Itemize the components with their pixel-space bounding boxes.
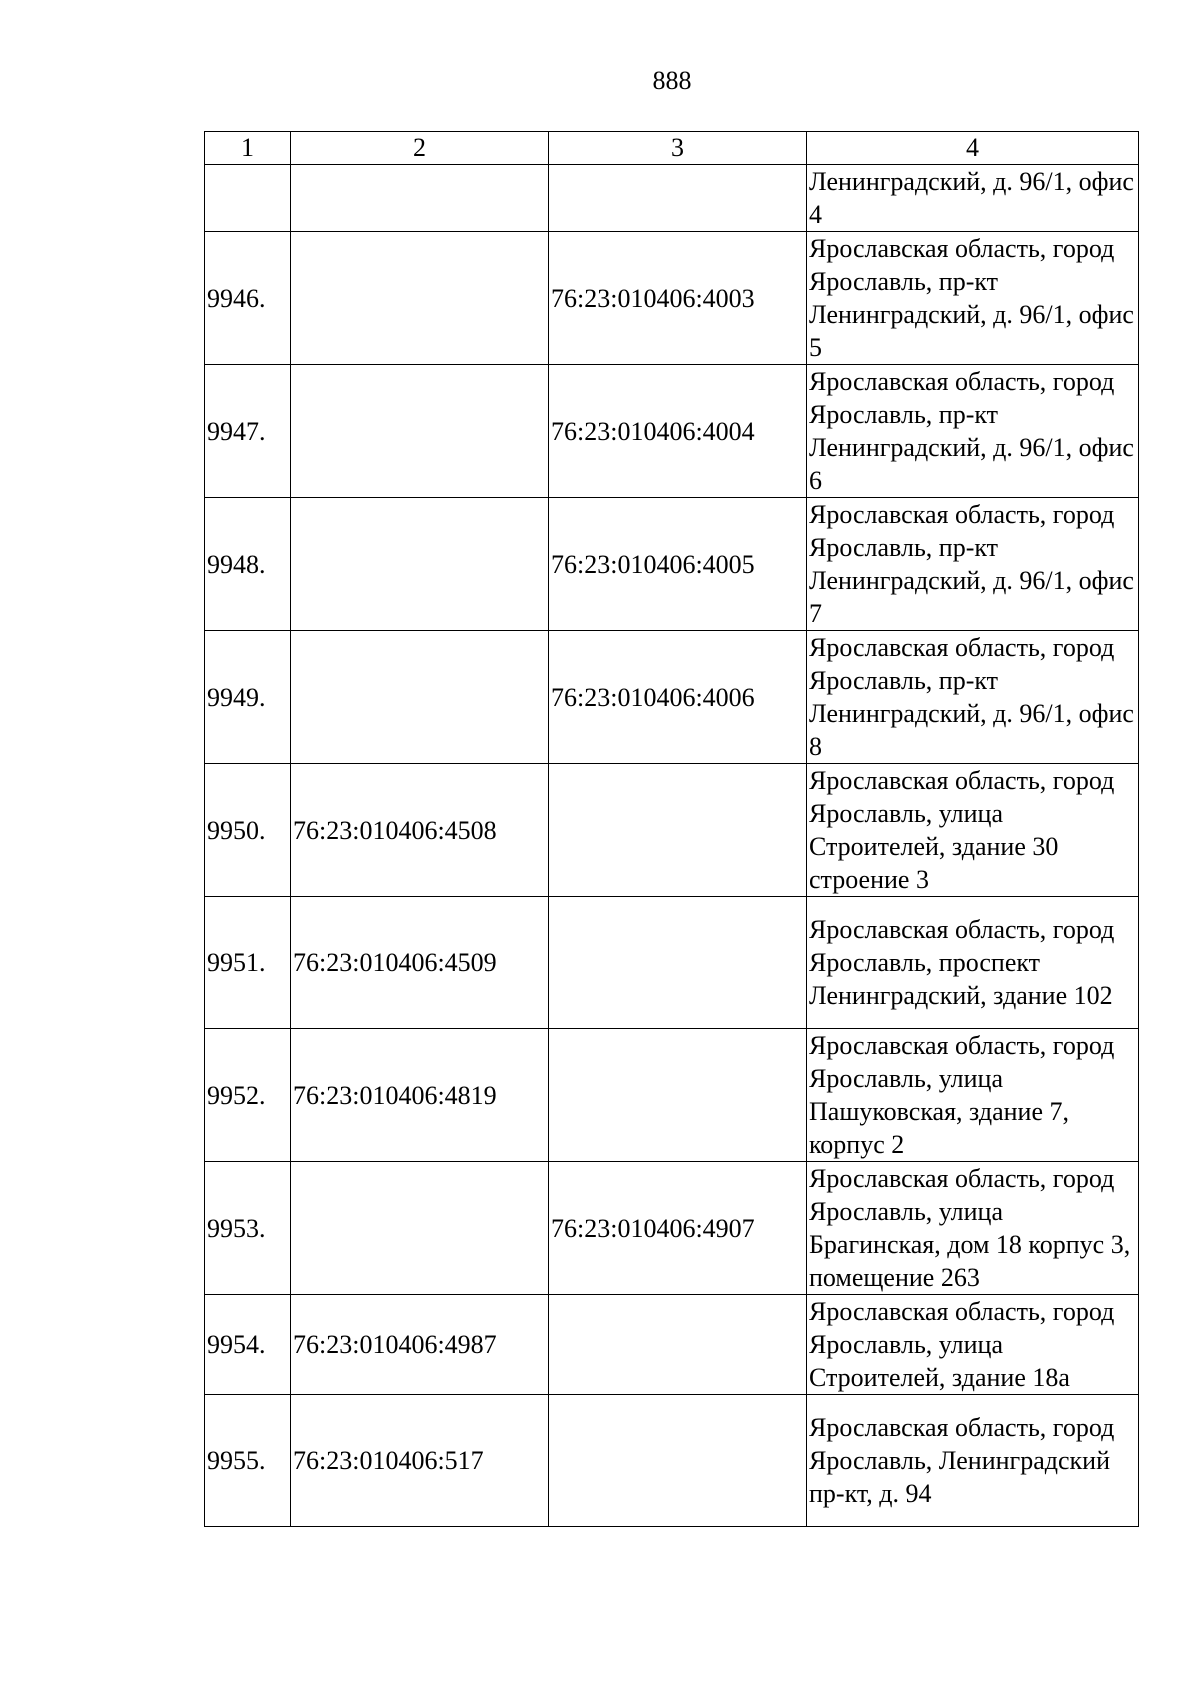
row-number-cell: 9955. [205, 1395, 291, 1527]
cadastral-premise-cell: 76:23:010406:4005 [549, 498, 807, 631]
table-row [205, 1295, 1139, 1395]
row-number-cell: 9954. [205, 1295, 291, 1395]
cadastral-premise-cell [549, 1295, 807, 1395]
cadastral-building-cell [291, 232, 549, 365]
address-cell: Ярославская область, город Ярославль, улица Пашуковская, здание 7, корпус 2 [807, 1029, 1139, 1162]
cadastral-building-cell [291, 1162, 549, 1295]
column-header-3: 3 [549, 132, 807, 165]
row-number-cell: 9946. [205, 232, 291, 365]
row-number-cell: 9947. [205, 365, 291, 498]
table-header-row [205, 132, 1139, 165]
row-number-cell: 9951. [205, 897, 291, 1029]
cadastral-premise-cell: 76:23:010406:4006 [549, 631, 807, 764]
column-header-2: 2 [291, 132, 549, 165]
row-number-cell [205, 165, 291, 232]
cadastral-building-cell [291, 365, 549, 498]
column-header-4: 4 [807, 132, 1139, 165]
cadastral-building-cell: 76:23:010406:4508 [291, 764, 549, 897]
address-cell: Ленинградский, д. 96/1, офис 4 [807, 165, 1139, 232]
address-cell: Ярославская область, город Ярославль, пр-кт Ленинградский, д. 96/1, офис 5 [807, 232, 1139, 365]
cadastral-premise-cell [549, 1029, 807, 1162]
cadastral-premise-cell [549, 897, 807, 1029]
cadastral-building-cell: 76:23:010406:4509 [291, 897, 549, 1029]
table-row [205, 365, 1139, 498]
row-number-cell: 9953. [205, 1162, 291, 1295]
column-header-1: 1 [205, 132, 291, 165]
cadastral-building-cell [291, 631, 549, 764]
cadastral-building-cell: 76:23:010406:517 [291, 1395, 549, 1527]
table-row [205, 1162, 1139, 1295]
cadastral-premise-cell: 76:23:010406:4907 [549, 1162, 807, 1295]
table-row [205, 498, 1139, 631]
row-number-cell: 9952. [205, 1029, 291, 1162]
address-cell: Ярославская область, город Ярославль, пр-кт Ленинградский, д. 96/1, офис 7 [807, 498, 1139, 631]
table-row [205, 764, 1139, 897]
address-cell: Ярославская область, город Ярославль, пр-кт Ленинградский, д. 96/1, офис 6 [807, 365, 1139, 498]
cadastral-premise-cell [549, 165, 807, 232]
table-row [205, 232, 1139, 365]
address-cell: Ярославская область, город Ярославль, проспект Ленинградский, здание 102 [807, 897, 1139, 1029]
row-number-cell: 9950. [205, 764, 291, 897]
page-number: 888 [652, 66, 692, 95]
table-row [205, 631, 1139, 764]
row-number-cell: 9949. [205, 631, 291, 764]
address-cell: Ярославская область, город Ярославль, улица Брагинская, дом 18 корпус 3, помещение 263 [807, 1162, 1139, 1295]
cadastral-building-cell: 76:23:010406:4987 [291, 1295, 549, 1395]
table-row [205, 1029, 1139, 1162]
cadastral-building-cell: 76:23:010406:4819 [291, 1029, 549, 1162]
cadastral-premise-cell [549, 1395, 807, 1527]
row-number-cell: 9948. [205, 498, 291, 631]
cadastral-premise-cell: 76:23:010406:4003 [549, 232, 807, 365]
cadastral-premise-cell: 76:23:010406:4004 [549, 365, 807, 498]
cadastral-building-cell [291, 165, 549, 232]
cadastral-premise-cell [549, 764, 807, 897]
cadastral-building-cell [291, 498, 549, 631]
address-cell: Ярославская область, город Ярославль, улица Строителей, здание 18а [807, 1295, 1139, 1395]
address-cell: Ярославская область, город Ярославль, улица Строителей, здание 30 строение 3 [807, 764, 1139, 897]
table-row [205, 1395, 1139, 1527]
table-row [205, 165, 1139, 232]
address-cell: Ярославская область, город Ярославль, пр-кт Ленинградский, д. 96/1, офис 8 [807, 631, 1139, 764]
register-table [204, 131, 1139, 1527]
table-row [205, 897, 1139, 1029]
address-cell: Ярославская область, город Ярославль, Ленинградский пр-кт, д. 94 [807, 1395, 1139, 1527]
